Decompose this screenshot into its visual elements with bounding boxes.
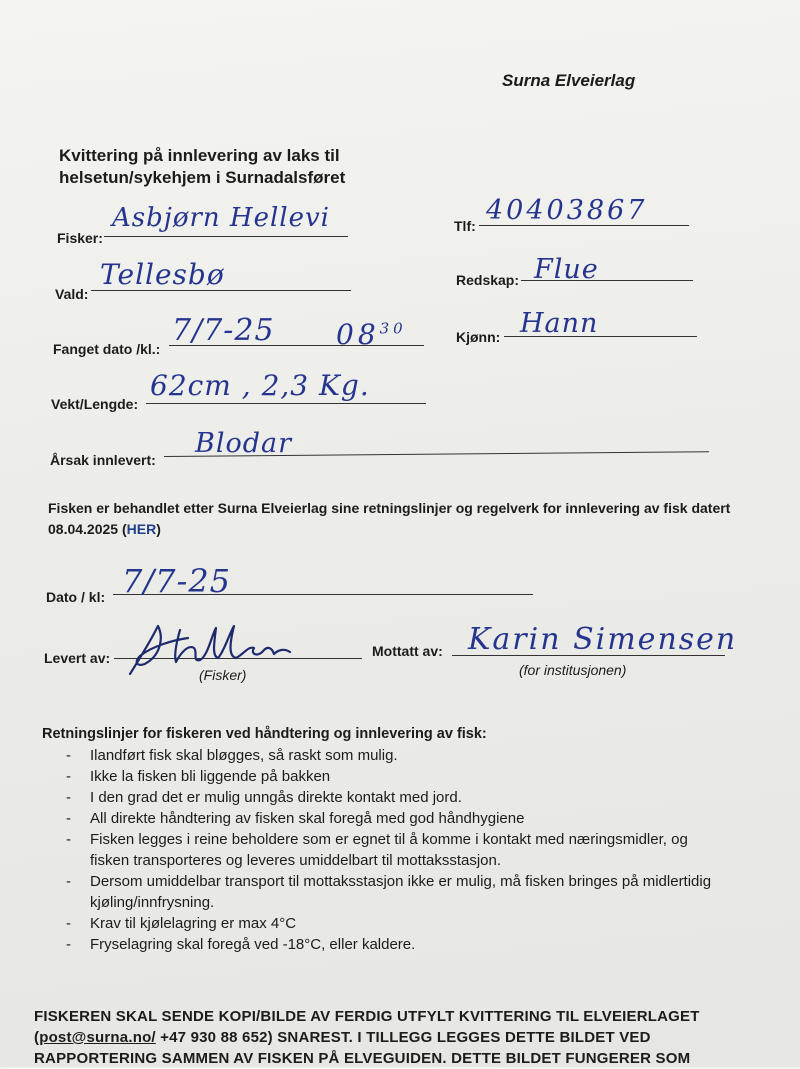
list-item [44,745,730,766]
vekt-label: Vekt/Lengde: [51,396,139,412]
guideline-text: Krav til kjølelagring er max 4°C [90,915,297,932]
footer-notice [34,1006,754,1069]
guideline-text: All direkte håndtering av fisken skal foregå med god håndhygiene [90,810,525,827]
guideline-text: Ikke la fisken bli liggende på bakken [90,768,331,785]
footer-line-2: (post@surna.no/ +47 930 88 652) SNAREST. I TILLEGG LEGGES DETTE BILDET VED [34,1029,651,1046]
statement-body: Fisken er behandlet etter Surna Elveierlag sine retningslinjer og regelverk for innlevering av fisk datert 08.04.2025 ( [48,500,731,537]
mottatt-value[interactable]: Karin Simensen [468,622,738,657]
arsak-value[interactable]: Blodar [195,428,293,459]
footer-line-3: RAPPORTERING SAMMEN AV FISKEN PÅ ELVEGUIDEN. DETTE BILDET FUNGERER SOM [34,1050,691,1067]
guideline-text: Ilandført fisk skal bløgges, så raskt som mulig. [90,747,398,764]
kjonn-value[interactable]: Hann [520,308,599,339]
form-title: Kvittering på innlevering av laks til helsetun/sykehjem i Surnadalsføret [59,146,346,187]
tlf-label: Tlf: [454,218,476,234]
levert-label: Levert av: [44,650,111,666]
guideline-text: I den grad det er mulig unngås direkte kontakt med jord. [90,789,462,806]
dato-value[interactable]: 7/7-25 [122,562,232,600]
vald-value[interactable]: Tellesbø [100,258,225,291]
footer-line-1: FISKEREN SKAL SENDE KOPI/BILDE AV FERDIG UTFYLT KVITTERING TIL ELVEIERLAGET [34,1008,700,1025]
redskap-value[interactable]: Flue [534,254,599,285]
list-item [44,766,730,787]
list-item [44,913,730,934]
statement-link[interactable]: HER [126,521,157,537]
bullet-dash: - [66,810,71,827]
dato-label: Dato / kl: [46,589,106,605]
guideline-text: Fryselagring skal foregå ved -18°C, eller kaldere. [90,936,416,953]
list-item [44,829,730,871]
fisker-value[interactable]: Asbjørn Hellevi [112,203,330,233]
vald-label: Vald: [55,286,89,302]
guideline-text: Fisken legges i reine beholdere som er egnet til å komme i kontakt med næringsmidler, og fisken transporteres og leveres umiddelbart til mottaksstasjon. [90,831,688,869]
statement-close: ) [156,521,161,537]
bullet-dash: - [66,831,71,848]
redskap-label: Redskap: [456,272,520,288]
bullet-dash: - [66,768,71,785]
statement-text [48,498,748,540]
kjonn-label: Kjønn: [456,329,501,345]
levert-caption: (Fisker) [199,667,247,683]
bullet-dash: - [66,936,71,953]
list-item [44,871,730,913]
fisker-label: Fisker: [57,230,103,246]
guidelines-title: Retningslinjer for fiskeren ved håndtering og innlevering av fisk: [42,726,487,742]
fanget-time-value[interactable] [336,318,407,351]
tlf-value[interactable]: 40403867 [486,195,648,226]
footer-line-2-text: +47 930 88 652) SNAREST. I TILLEGG LEGGES DETTE BILDET VED [155,1029,651,1046]
list-item [44,808,730,829]
vekt-line [146,403,426,404]
guidelines-list [44,745,730,955]
list-item [44,934,730,955]
fanget-time-minutes: 30 [379,319,407,338]
arsak-label: Årsak innlevert: [50,452,156,468]
bullet-dash: - [66,789,71,806]
guideline-text: Dersom umiddelbar transport til mottaksstasjon ikke er mulig, må fisken bringes på midlertidig kjøling/innfrysning. [90,873,712,911]
mottatt-label: Mottatt av: [372,643,443,659]
bullet-dash: - [66,747,71,764]
organization-name: Surna Elveierlag [502,71,636,90]
bullet-dash: - [66,915,71,932]
list-item [44,787,730,808]
fanget-date-value[interactable]: 7/7-25 [172,313,275,348]
fanget-time-hours: 08 [336,318,380,351]
fanget-label: Fanget dato /kl.: [53,341,161,357]
mottatt-caption: (for institusjonen) [519,662,627,678]
fisker-line [104,236,348,237]
vekt-value[interactable]: 62cm , 2,3 Kg. [150,369,370,402]
footer-email-link[interactable]: post@surna.no/ [39,1029,156,1046]
bullet-dash: - [66,873,71,890]
